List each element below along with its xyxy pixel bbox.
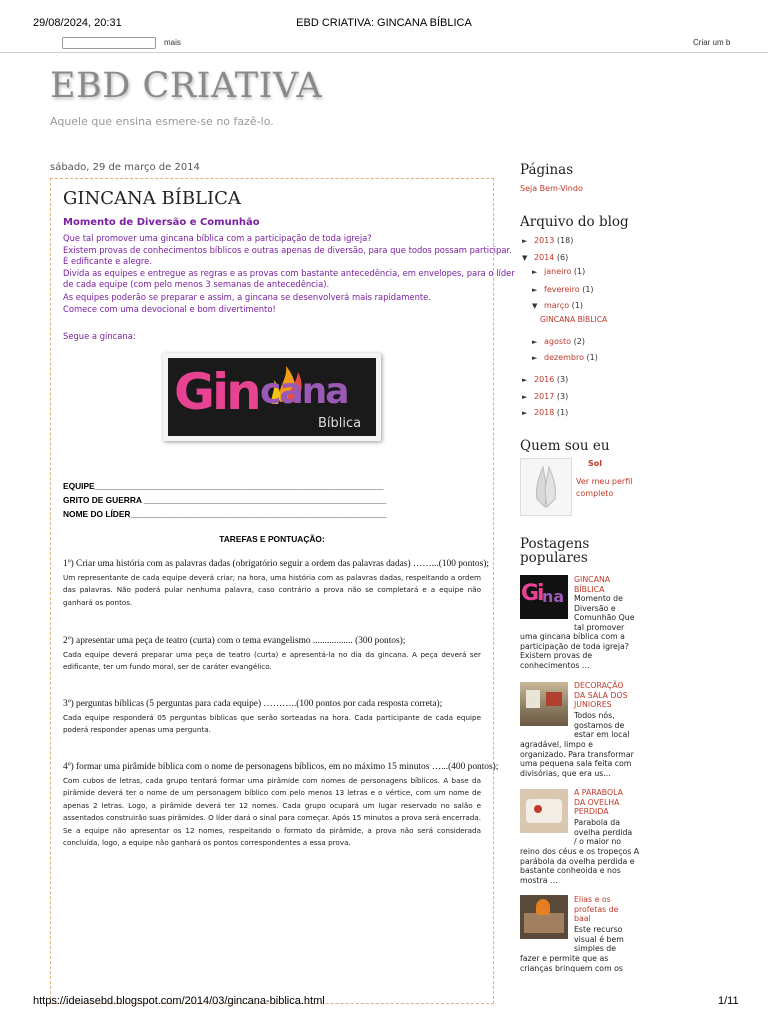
task-body: Com cubos de letras, cada grupo tentará formar uma pirâmide com nomes de personagens bíblicos. A base da pirâmide deverá ter o nome de um personagem bíblico com pelo menos 13 letras e o vértice, com um nome de apenas 2 letras. Logo, a pirâmide deverá ter 12 nomes. Cada grupo ocupará um lugar reservado no salão e assentados construirão suas pirâmides. O líder dará o sinal para começar. Após 15 minutos a prova será encerrada. Se a equipe não apresentar os 12 nomes, respeitando o formato da pirâmide, a prova não será considerada concluída, logo, a equipe não ganhará os pontos correspondentes a essa prova. <box>63 776 481 848</box>
task-title: 3º) perguntas bíblicas (5 perguntas para cada equipe) ………..(100 pontos por cada resposta correta); <box>63 699 443 709</box>
triangle-right-icon[interactable]: ► <box>522 376 528 384</box>
print-url: https://ideiasebd.blogspot.com/2014/03/gincana-biblica.html <box>33 995 325 1007</box>
triangle-right-icon[interactable]: ► <box>522 237 528 245</box>
blog-description: Aquele que ensina esmere-se no fazê-lo. <box>50 115 274 128</box>
intro-line: As equipes poderão se preparar e assim, a gincana se desenvolverá mais rapidamente. <box>63 292 431 302</box>
triangle-down-icon[interactable]: ▼ <box>522 254 528 262</box>
intro-line: É edificante e alegre. <box>63 256 152 266</box>
popular-snippet: Este recurso visual é bem simples de <box>574 925 624 954</box>
archive-2013[interactable]: 2013 (18) <box>534 236 574 245</box>
task-title: 4º) formar uma pirâmide bíblica com o nome de personagens bíblicos, em no máximo 15 minutos …...(400 pontos); <box>63 762 499 772</box>
logo-text-biblica: Bíblica <box>318 416 362 431</box>
thumb-window <box>526 690 540 708</box>
task-title: 2º) apresentar uma peça de teatro (curta) com o tema evangelismo ................. (300 pontos); <box>63 636 406 646</box>
triangle-right-icon[interactable]: ► <box>522 409 528 417</box>
popular-thumb[interactable] <box>520 682 568 726</box>
thumb-cake <box>526 799 562 823</box>
profile-avatar[interactable] <box>520 458 572 516</box>
intro-line: Existem provas de conhecimentos bíblicos e outras apenas de diversão, para que todos possam participar. <box>63 244 512 255</box>
archive-heading: Arquivo do blog <box>520 214 629 230</box>
field-lider: NOME DO LÍDER_______________________________________________________ <box>63 509 387 519</box>
triangle-right-icon[interactable]: ► <box>532 338 538 346</box>
intro-line: Comece com uma devocional e bom divertimento! <box>63 304 276 314</box>
archive-2014-marco[interactable]: março (1) <box>544 301 583 310</box>
popular-heading-2: populares <box>520 550 588 566</box>
post-date: sábado, 29 de março de 2014 <box>50 162 200 173</box>
task-title: 1º) Criar uma história com as palavras dadas (obrigatório seguir a ordem das palavras dadas) ……...(100 pontos); <box>63 559 489 569</box>
popular-thumb[interactable] <box>520 575 568 619</box>
thumb-logo: Gi <box>521 581 543 606</box>
tasks-heading: TAREFAS E PONTUAÇÃO: <box>219 534 325 544</box>
popular-snippet: Todos nós, gostamos de estar em local <box>574 711 630 740</box>
intro-line: Divida as equipes e entregue as regras e as provas com bastante antecedência, em envelopes, para o líder <box>63 267 515 278</box>
about-heading: Quem sou eu <box>520 438 610 454</box>
print-page-number: 1/11 <box>718 995 739 1007</box>
popular-title[interactable]: A PARABOLA DA OVELHA PERDIDA <box>574 788 623 817</box>
popular-snippet-full: agradável, limpo e organizado. Para transformar uma pequena sala feita com divisórias, que era us... <box>520 740 634 778</box>
popular-snippet-full: reino dos céus e os tropeços A parábola da ovelha perdida e bastante conheoida e nos mostra … <box>520 847 640 885</box>
gincana-logo-image[interactable] <box>163 353 381 441</box>
task-body: Cada equipe responderá 05 perguntas bíblicas que serão sorteadas na hora. Cada participante de cada equipe poderá responder apenas uma pergunta. <box>63 713 481 735</box>
intro-line: de cada equipe (com pelo menos 3 semanas de antecedência). <box>63 279 330 289</box>
archive-post-gincana[interactable]: GINCANA BÍBLICA <box>540 315 608 324</box>
print-datetime: 29/08/2024, 20:31 <box>33 17 122 29</box>
archive-2017[interactable]: 2017 (3) <box>534 392 569 401</box>
popular-thumb[interactable] <box>520 789 568 833</box>
popular-snippet-full: uma gincana bíblica com a participação de toda igreja? Existem provas de conhecimentos … <box>520 632 629 670</box>
praying-hands-icon <box>521 459 571 515</box>
popular-snippet: Parabola da ovelha perdida / o maior no <box>574 818 633 847</box>
popular-thumb[interactable] <box>520 895 568 939</box>
popular-heading: Postagens <box>520 536 590 552</box>
about-profile-link[interactable]: Ver meu perfil completo <box>576 477 633 498</box>
field-equipe: EQUIPE______________________________________________________________ <box>63 481 384 491</box>
triangle-right-icon[interactable]: ► <box>522 393 528 401</box>
thumb-decor <box>546 692 562 706</box>
popular-snippet-full: fazer e permite que as crianças brinquem com os <box>520 954 623 973</box>
post-subheading: Momento de Diversão e Comunhão <box>63 217 260 228</box>
logo-text-cana: cana <box>260 371 348 412</box>
gincana-logo <box>168 358 376 436</box>
thumb-dot <box>534 805 542 813</box>
archive-2014-dezembro[interactable]: dezembro (1) <box>544 353 598 362</box>
blog-title[interactable]: EBD CRIATIVA <box>50 66 323 106</box>
thumb-altar <box>524 913 564 933</box>
post-title[interactable]: GINCANA BÍBLICA <box>63 188 241 209</box>
archive-2014-agosto[interactable]: agosto (2) <box>544 337 585 346</box>
task-body: Cada equipe deverá preparar uma peça de teatro (curta) e apresentá-la no dia da gincana. A peça deverá ser edificante, ter um fundo moral, ser de caráter evangélico. <box>63 650 481 672</box>
archive-2016[interactable]: 2016 (3) <box>534 375 569 384</box>
navbar-search-input[interactable] <box>62 37 156 49</box>
navbar-create-blog-link[interactable]: Criar um b <box>693 38 731 47</box>
popular-title[interactable]: GINCANA BÍBLICA <box>574 575 611 594</box>
navbar-more-link[interactable]: mais <box>164 38 181 47</box>
triangle-right-icon[interactable]: ► <box>532 268 538 276</box>
popular-title[interactable]: DECORAÇÃO DA SALA DOS JUNIORES <box>574 681 628 710</box>
archive-2014[interactable]: 2014 (6) <box>534 253 569 262</box>
page-link-welcome[interactable]: Seja Bem-Vindo <box>520 184 583 193</box>
pages-heading: Páginas <box>520 162 574 178</box>
popular-title[interactable]: Elias e os profetas de baal <box>574 895 619 924</box>
follow-text: Segue a gincana: <box>63 331 136 341</box>
archive-2014-janeiro[interactable]: janeiro (1) <box>544 267 586 276</box>
triangle-right-icon[interactable]: ► <box>532 286 538 294</box>
archive-2018[interactable]: 2018 (1) <box>534 408 569 417</box>
triangle-down-icon[interactable]: ▼ <box>532 302 538 310</box>
logo-text-gin: Gin <box>174 363 259 421</box>
popular-snippet: Momento de Diversão e Comunhão Que tal promover <box>574 594 635 632</box>
about-name[interactable]: Sol <box>588 459 602 468</box>
field-grito: GRITO DE GUERRA ____________________________________________________ <box>63 495 387 505</box>
triangle-right-icon[interactable]: ► <box>532 354 538 362</box>
thumb-fire <box>536 899 550 915</box>
intro-line: Que tal promover uma gincana bíblica com a participação de toda igreja? <box>63 233 372 243</box>
archive-2014-fevereiro[interactable]: fevereiro (1) <box>544 285 594 294</box>
thumb-logo-2: na <box>542 587 565 606</box>
task-body: Um representante de cada equipe deverá criar; na hora, uma história com as palavras dadas, respeitando a ordem das palavras. Não poderá pular nenhuma palavra, caso contrário a prova não se completará e a equipe não ganhará os pontos. <box>63 573 481 607</box>
print-doc-title: EBD CRIATIVA: GINCANA BÍBLICA <box>296 17 472 29</box>
